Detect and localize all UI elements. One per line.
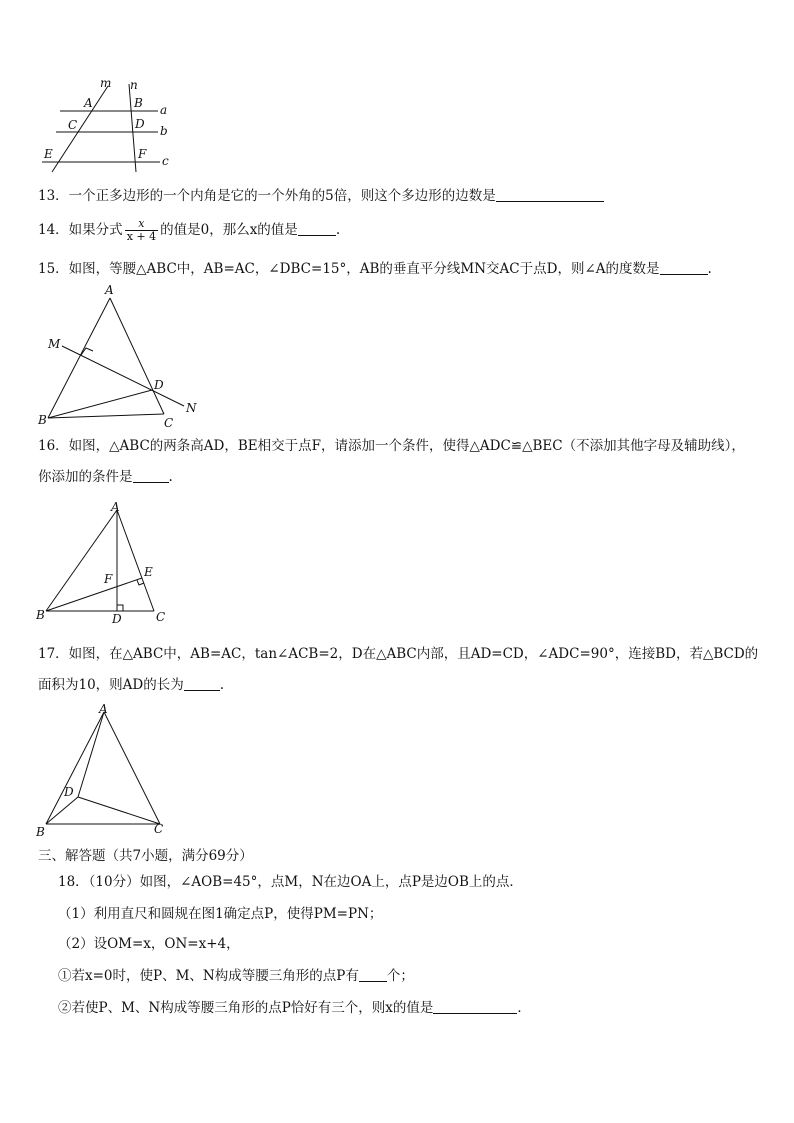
- label-m: m: [100, 76, 112, 90]
- question-18-stem: [58, 873, 523, 891]
- answer-blank-17[interactable]: [184, 676, 220, 691]
- label-M: M: [48, 337, 61, 351]
- question-16-end: .: [168, 469, 173, 485]
- question-17-prompt: 面积为10，则AD的长为: [38, 677, 184, 693]
- label-C: C: [164, 416, 174, 430]
- label-C: C: [154, 822, 164, 836]
- question-17-text: 17．如图，在△ABC中，AB=AC，tan∠ACB=2，D在△ABC内部，且AD=CD，∠ADC=90°，连接BD，若△BCD的: [38, 646, 759, 662]
- question-18-sub1-pre: ①若x=0时，使P、M、N构成等腰三角形的点P有: [58, 968, 359, 984]
- question-16-line2: [38, 468, 173, 486]
- figure-parallel-lines: [36, 76, 186, 176]
- fraction-numerator: x: [125, 218, 158, 231]
- question-18-sub1: [58, 967, 414, 985]
- question-13-text: 13．一个正多边形的一个内角是它的一个外角的5倍，则这个多边形的边数是: [38, 188, 496, 204]
- line-MN: [62, 346, 184, 406]
- answer-blank-15[interactable]: [660, 260, 708, 275]
- label-D: D: [135, 117, 145, 131]
- question-15-end: .: [707, 261, 712, 277]
- label-A: A: [105, 283, 114, 297]
- label-n: n: [130, 78, 138, 92]
- side-AB: [46, 510, 117, 611]
- segment-BD: [46, 797, 78, 824]
- question-18-part2-text: （2）设OM=x，ON=x+4，: [58, 936, 240, 952]
- answer-blank-14[interactable]: [298, 221, 336, 236]
- segment-BD: [48, 390, 152, 418]
- side-AB: [46, 712, 104, 824]
- segment-CD: [78, 797, 160, 824]
- question-16-prompt: 你添加的条件是: [38, 469, 133, 485]
- question-18-part2: [58, 935, 240, 953]
- side-AC: [117, 510, 154, 611]
- question-16-line1: [38, 437, 745, 455]
- side-AC: [104, 712, 160, 824]
- question-14-post: 的值是0，那么x的值是: [160, 222, 298, 238]
- question-15-text: 15．如图，等腰△ABC中，AB=AC，∠DBC=15°，AB的垂直平分线MN交AC于点D，则∠A的度数是: [38, 261, 660, 277]
- right-angle-mark-D: [117, 605, 123, 611]
- label-N: N: [186, 401, 197, 415]
- side-AB: [48, 298, 110, 418]
- section-3-title: 三、解答题（共7小题，满分69分）: [38, 848, 253, 864]
- figure-16-triangle: [36, 498, 186, 628]
- question-18-sub1-post: 个；: [386, 968, 414, 984]
- fraction: [125, 218, 158, 243]
- line-m: [52, 86, 108, 172]
- label-C: C: [156, 610, 166, 624]
- question-14: [38, 218, 340, 243]
- label-c: c: [162, 154, 169, 168]
- answer-blank-13[interactable]: [496, 187, 604, 202]
- label-a: a: [160, 103, 168, 117]
- label-B: B: [134, 96, 143, 110]
- question-14-end: .: [335, 222, 341, 238]
- label-F: F: [138, 147, 147, 161]
- label-C: C: [68, 118, 78, 132]
- question-18-sub2: [58, 999, 531, 1017]
- question-18-text: 18．（10分）如图，∠AOB=45°，点M，N在边OA上，点P是边OB上的点．: [58, 874, 523, 890]
- question-14-pre: 14．如果分式: [38, 222, 123, 238]
- side-AC: [110, 298, 164, 414]
- altitude-BE: [46, 578, 142, 611]
- label-D: D: [64, 785, 74, 799]
- question-17-end: .: [219, 677, 225, 693]
- label-B: B: [38, 413, 47, 427]
- label-B: B: [36, 608, 45, 622]
- question-16-text: 16．如图，△ABC的两条高AD，BE相交于点F，请添加一个条件，使得△ADC≌△BEC（不添加其他字母及辅助线），: [38, 438, 745, 454]
- question-15: [38, 260, 712, 278]
- question-18-part1: [58, 905, 382, 923]
- label-E: E: [144, 565, 153, 579]
- label-D: D: [112, 612, 122, 626]
- question-18-part1-text: （1）利用直尺和圆规在图1确定点P，使得PM=PN；: [58, 906, 383, 922]
- question-17-line1: [38, 645, 758, 663]
- figure-17-triangle: [36, 702, 186, 842]
- question-13: [38, 187, 604, 205]
- label-b: b: [160, 124, 168, 138]
- label-E: E: [44, 147, 53, 161]
- question-18-sub2-pre: ②若使P、M、N构成等腰三角形的点P恰好有三个，则x的值是: [58, 1000, 434, 1016]
- answer-blank-18-2[interactable]: [433, 999, 517, 1014]
- side-BC: [48, 414, 164, 418]
- label-D: D: [154, 378, 164, 392]
- label-A: A: [84, 96, 93, 110]
- answer-blank-16[interactable]: [133, 468, 169, 483]
- figure-15-triangle: [36, 282, 206, 432]
- question-18-sub2-post: ．: [517, 1000, 531, 1016]
- answer-blank-18-1[interactable]: [359, 967, 387, 982]
- fraction-denominator: x + 4: [126, 230, 157, 243]
- label-A: A: [111, 500, 120, 514]
- question-17-line2: [38, 676, 224, 694]
- label-B: B: [36, 825, 45, 839]
- label-F: F: [104, 572, 113, 586]
- label-A: A: [99, 702, 108, 716]
